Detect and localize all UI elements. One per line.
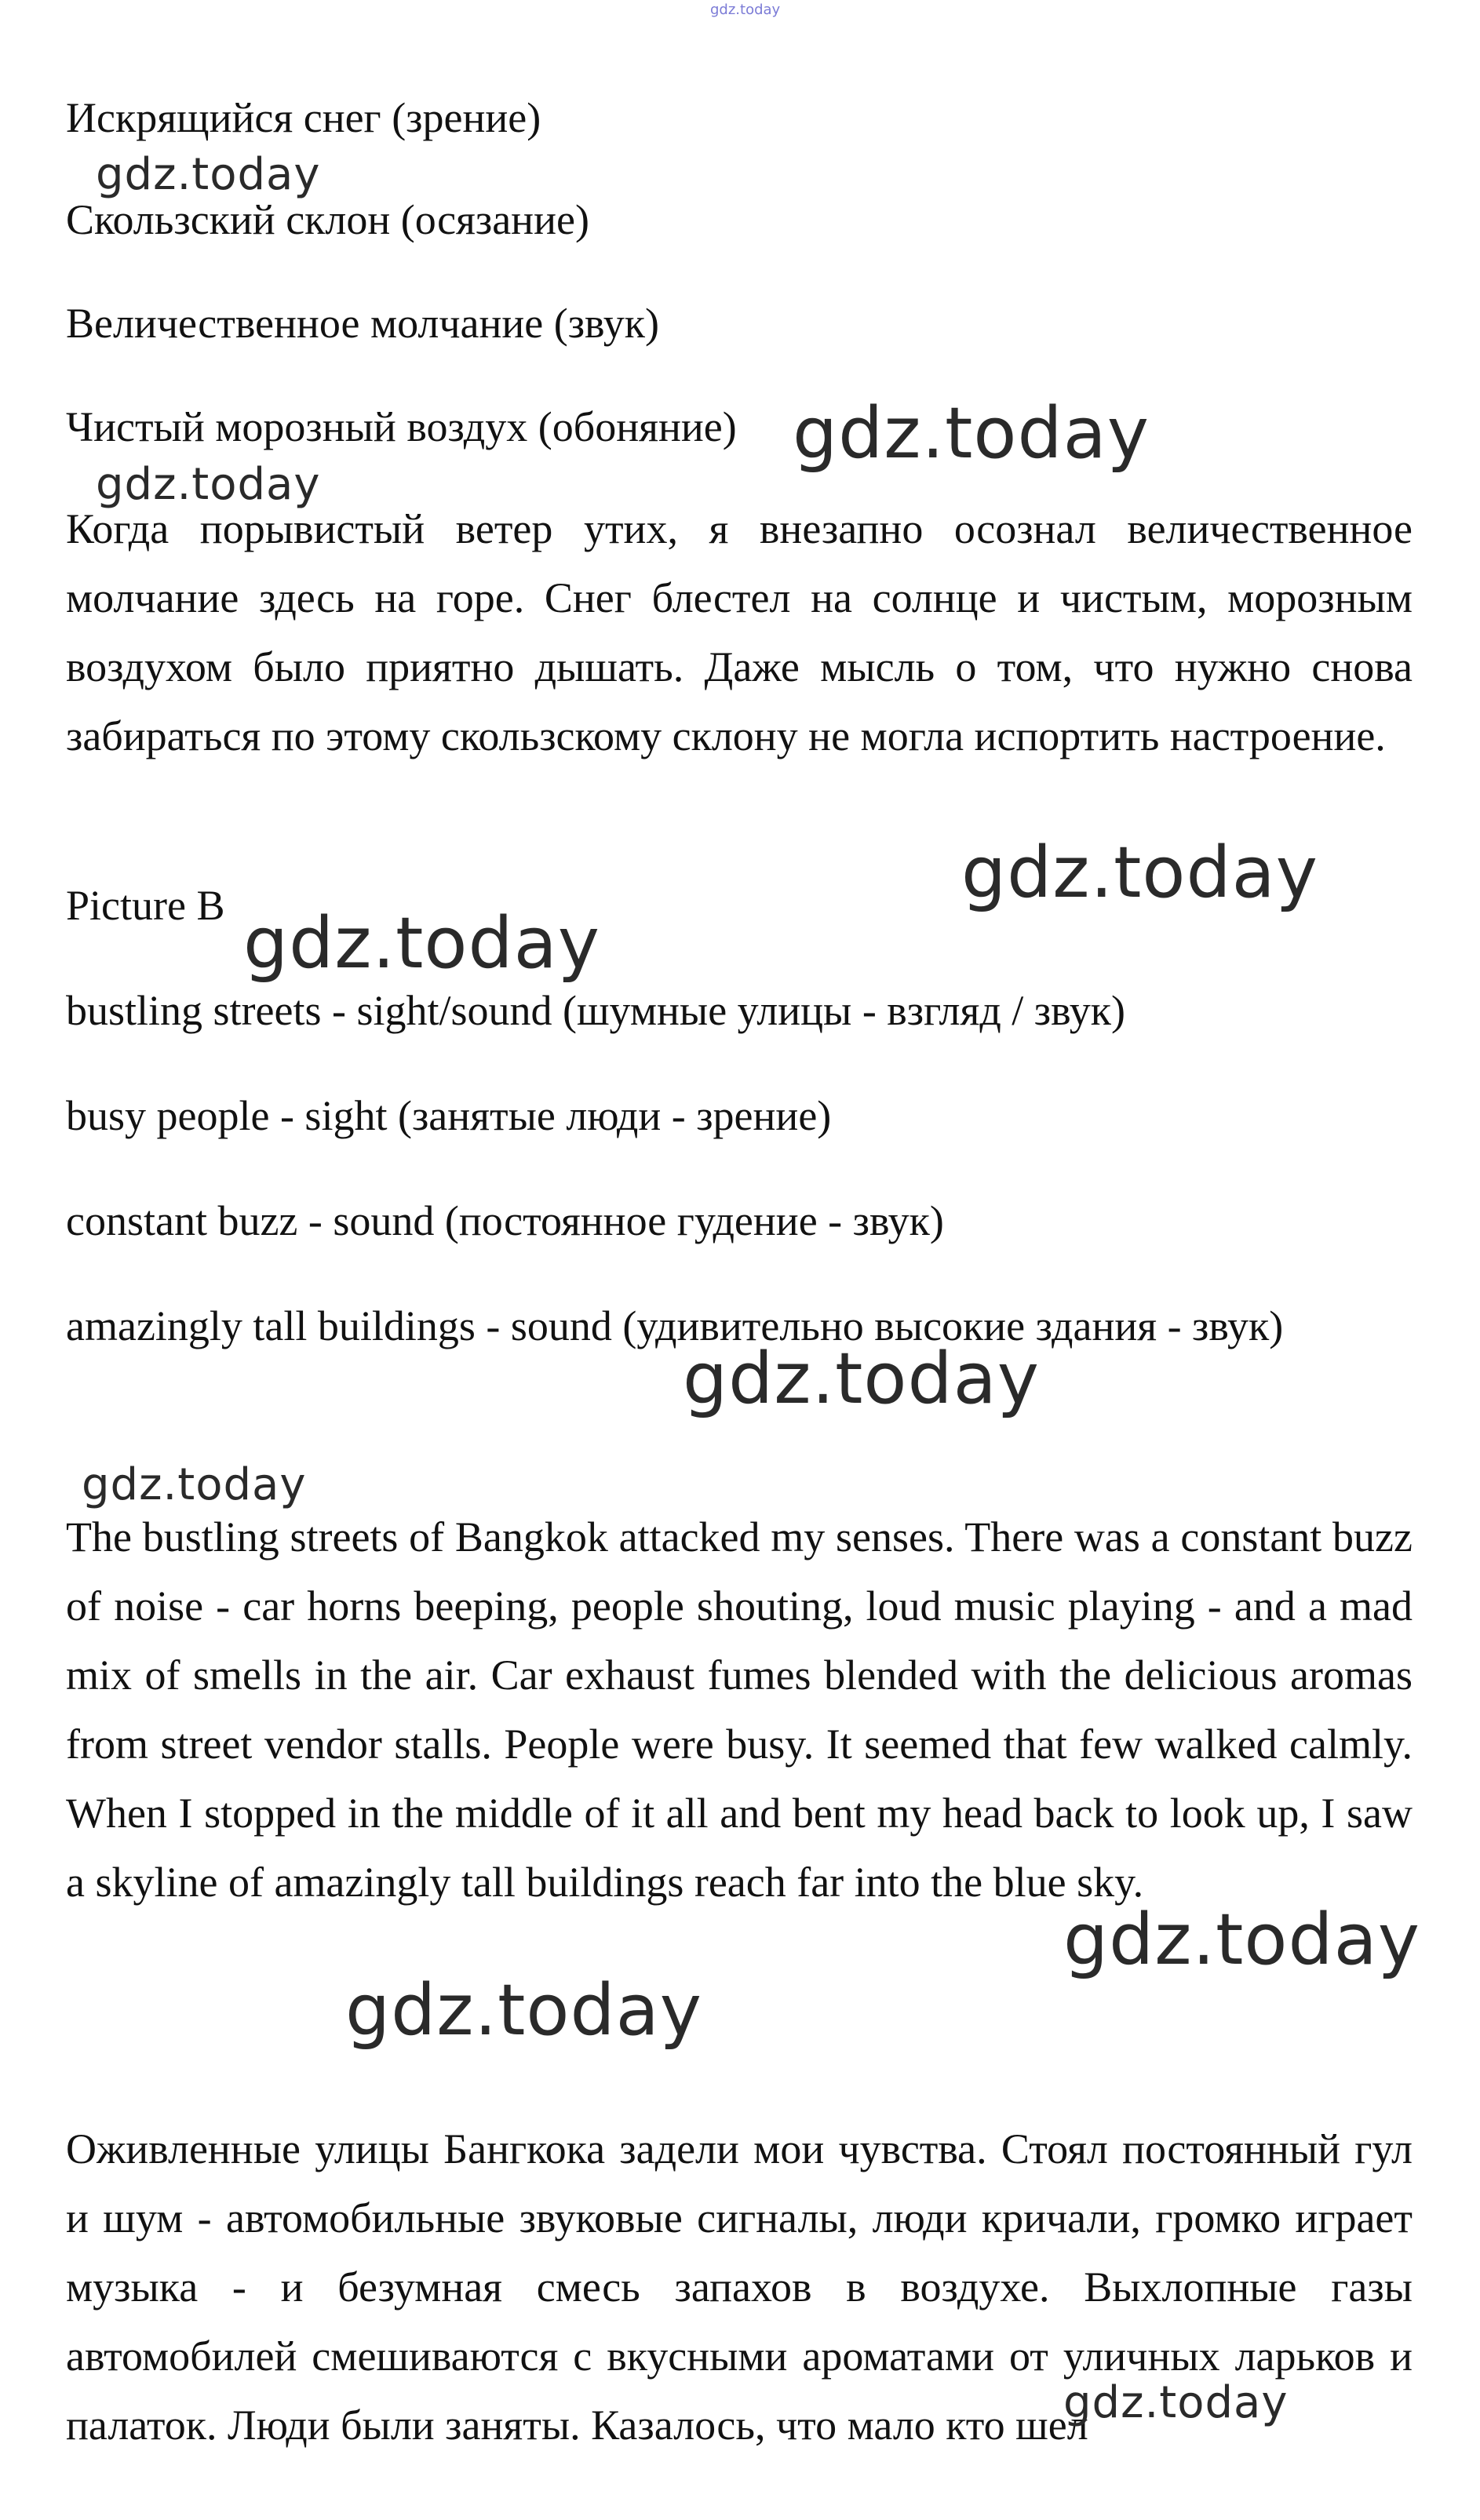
picture-b-item-constant-buzz: constant buzz - sound (постоянное гудение - звук) [66, 1197, 944, 1244]
watermark: gdz.today [1063, 2377, 1289, 2428]
watermark: gdz.today [243, 902, 601, 985]
picture-b-item-bustling-streets: bustling streets - sight/sound (шумные улицы - взгляд / звук) [66, 987, 1125, 1034]
watermark: gdz.today [961, 832, 1319, 914]
watermark: gdz.today [96, 459, 321, 510]
paragraph-russian-bangkok: Оживленные улицы Бангкока задели мои чувства. Стоял постоянный гул и шум - автомобильные звуковые сигналы, люди кричали, громко играет музыка - и безумная смесь запахов в воздухе. Выхлопные газы автомобилей смешиваются с вкусными ароматами от уличных ларьков и палаток. Люди были заняты. Казалось, что мало кто шел [66, 2125, 1413, 2449]
sense-item-majestic-silence: Величественное молчание (звук) [66, 300, 659, 347]
watermark: gdz.today [683, 1338, 1041, 1420]
paragraph-english-bangkok: The bustling streets of Bangkok attacked my senses. There was a constant buzz of noise - car horns beeping, people shouting, loud music playing - and a mad mix of smells in the air. Car exhaust fumes blended with the delicious aromas from street vendor stalls. People were busy. It seemed that few walked calmly. When I stopped in the middle of it all and bent my head back to look up, I saw a skyline of amazingly tall buildings reach far into the blue sky. [66, 1513, 1413, 1906]
picture-b-item-tall-buildings: amazingly tall buildings - sound (удивительно высокие здания - звук) [66, 1302, 1284, 1349]
watermark: gdz.today [793, 392, 1150, 475]
picture-b-item-busy-people: busy people - sight (занятые люди - зрение) [66, 1092, 832, 1139]
watermark: gdz.today [96, 149, 321, 200]
watermark: gdz.today [345, 1969, 703, 2052]
picture-b-label: Picture B [66, 882, 225, 929]
sense-item-sparkling-snow: Искрящийся снег (зрение) [66, 94, 541, 141]
sense-item-frosty-air: Чистый морозный воздух (обоняние) [66, 403, 737, 450]
watermark: gdz.today [82, 1459, 307, 1510]
header-watermark: gdz.today [710, 2, 781, 18]
watermark: gdz.today [1063, 1899, 1421, 1981]
sense-item-slippery-slope: Скользский склон (осязание) [66, 196, 589, 243]
paragraph-russian-mountain: Когда порывистый ветер утих, я внезапно осознал величественное молчание здесь на горе. Снег блестел на солнце и чистым, морозным воздухом было приятно дышать. Даже мысль о том, что нужно снова забираться по этому скользскому склону не могла испортить настроение. [66, 505, 1413, 759]
